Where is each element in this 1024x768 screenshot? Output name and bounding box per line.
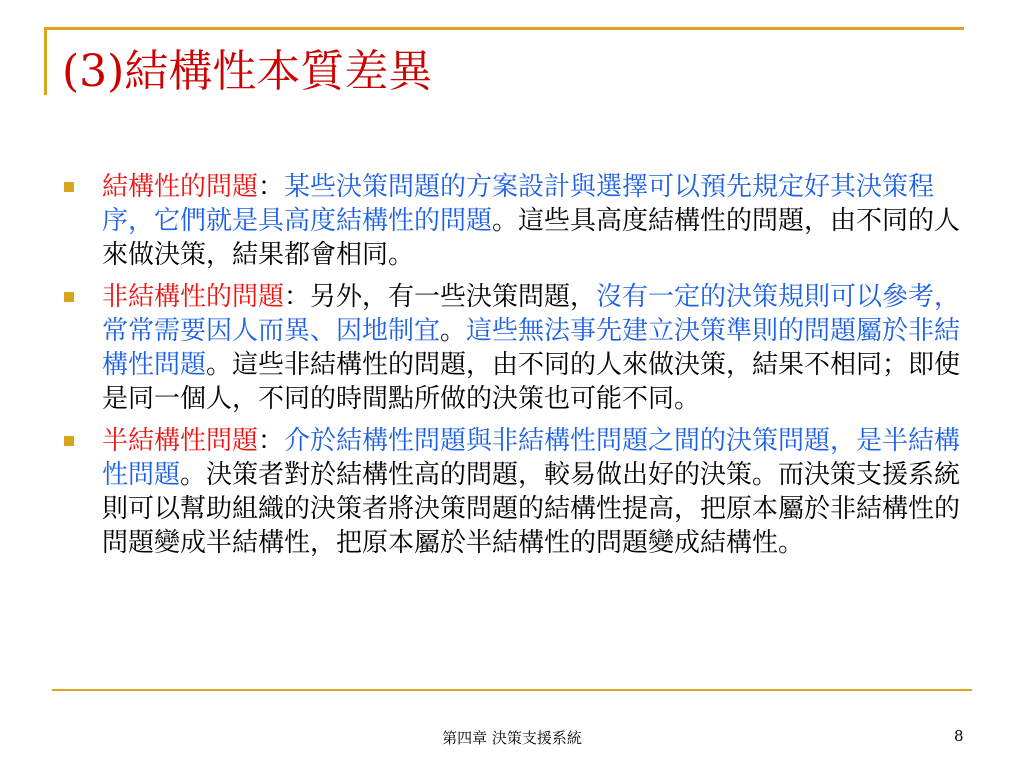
term-colon: ： xyxy=(284,282,311,312)
body-text: 。這些具高度結構性的問題，由不同的人來做決策，結果都會相同。 xyxy=(102,206,961,270)
bullet-semi-structured xyxy=(62,424,962,560)
body-text: 。決策者對於結構性高的問題，較易做出好的決策。而決策支援系統則可以幫助組織的決策者將決策問題的結構性提高，把原本屬於非結構性的問題變成半結構性，把原本屬於半結構性的問題變成結構性。 xyxy=(102,460,961,558)
term-unstructured: 非結構性的問題 xyxy=(102,282,285,312)
highlight-text: 某些決策問題的方案設計與選擇可以預先規定好其決策程序，它們就是具高度結構性的問題 xyxy=(102,172,935,236)
frame-top-rule xyxy=(44,27,964,30)
bullet-square-icon xyxy=(64,292,74,302)
highlight-text: 介於結構性問題與非結構性問題之間的決策問題，是半結構性問題 xyxy=(102,426,961,490)
highlight-text: 沒有一定的決策規則可以參考，常常需要因人而異、因地制宜 xyxy=(102,282,961,346)
term-colon: ： xyxy=(258,172,285,202)
bullet-square-icon xyxy=(64,182,74,192)
term-semi-structured: 半結構性問題 xyxy=(102,426,259,456)
body-text: 。 xyxy=(440,316,467,346)
bullet-unstructured xyxy=(62,280,962,416)
body-text: 另外，有一些決策問題， xyxy=(310,282,597,312)
body-text: 。這些非結構性的問題，由不同的人來做決策，結果不相同；即使是同一個人，不同的時間點所做的決策也可能不同。 xyxy=(102,350,961,414)
highlight-text: 這些無法事先建立決策準則的問題屬於非結構性問題 xyxy=(102,316,961,380)
page-number: 8 xyxy=(954,727,964,745)
footer-rule xyxy=(52,689,972,691)
frame-vertical-rule xyxy=(44,27,47,95)
term-colon: ： xyxy=(258,426,285,456)
bullet-square-icon xyxy=(64,436,74,446)
slide-title: (3)結構性本質差異 xyxy=(62,46,433,97)
bullet-structured xyxy=(62,170,962,272)
footer-chapter-title: 第四章 決策支援系統 xyxy=(442,729,582,747)
slide-content xyxy=(62,170,962,568)
term-structured: 結構性的問題 xyxy=(102,172,259,202)
